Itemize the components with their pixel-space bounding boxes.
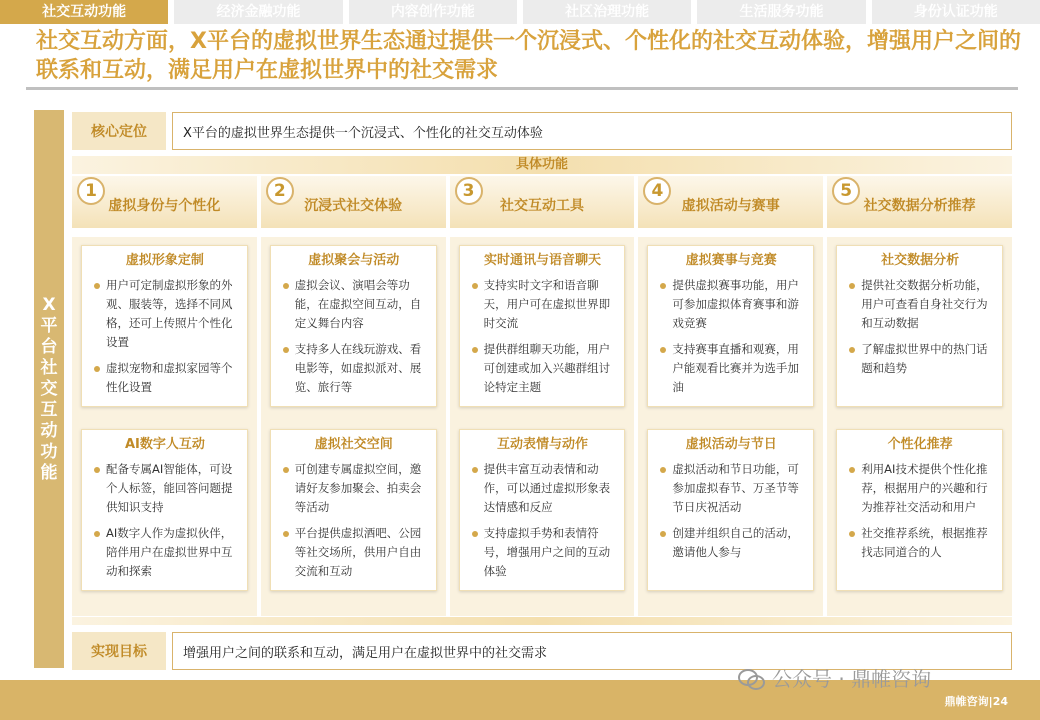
bullet-item: 配备专属AI智能体，可设个人标签，能回答问题提供知识支持 (92, 460, 238, 517)
side-label-text: X平台社交互动功能 (40, 294, 58, 483)
function-column (827, 176, 1012, 616)
card-list (92, 460, 238, 581)
card-title: 虚拟社交空间 (314, 437, 393, 452)
feature-card (647, 245, 814, 407)
watermark (738, 663, 931, 692)
column-title: 社交数据分析推荐 (863, 198, 976, 214)
card-list (658, 276, 804, 397)
bullet-item: 提供虚拟赛事功能，用户可参加虚拟体育赛事和游戏竞赛 (658, 276, 804, 333)
function-column (261, 176, 446, 616)
column-header (827, 176, 1012, 231)
tab-life[interactable]: 生活服务功能 (697, 0, 865, 24)
card-title: 实时通讯与语音聊天 (483, 253, 601, 268)
watermark-text: 公众号 · 鼎帷咨询 (772, 667, 932, 691)
card-title: 个性化推荐 (887, 437, 953, 452)
bullet-item: 社交推荐系统，根据推荐找志同道合的人 (847, 524, 993, 562)
column-title: 社交互动工具 (499, 198, 584, 214)
card-title: 虚拟活动与节日 (685, 437, 777, 452)
feature-card (836, 245, 1003, 407)
headline-divider (26, 87, 1018, 90)
card-list (92, 276, 238, 397)
number-badge: 2 (266, 177, 294, 205)
bullet-item: 了解虚拟世界中的热门话题和趋势 (847, 340, 993, 378)
number-badge: 1 (77, 177, 105, 205)
function-columns (72, 176, 1012, 616)
bullet-item: 虚拟会议、演唱会等功能，在虚拟空间互动，自定义舞台内容 (281, 276, 427, 333)
bullet-item: 支持虚拟手势和表情符号，增强用户之间的互动体验 (470, 524, 616, 581)
number-badge: 4 (643, 177, 671, 205)
side-vertical-label (34, 110, 64, 668)
column-body (450, 237, 635, 616)
card-list (470, 460, 616, 581)
card-list (658, 460, 804, 562)
column-title: 虚拟身份与个性化 (108, 198, 221, 214)
column-header (261, 176, 446, 231)
bullet-item: 提供社交数据分析功能，用户可查看自身社交行为和互动数据 (847, 276, 993, 333)
card-title: 社交数据分析 (881, 253, 960, 268)
core-label: 核心定位 (72, 112, 166, 150)
bottom-band (72, 617, 1012, 625)
column-body (638, 237, 823, 616)
tab-content[interactable]: 内容创作功能 (349, 0, 517, 24)
tab-economy[interactable]: 经济金融功能 (174, 0, 342, 24)
goal-label: 实现目标 (72, 632, 166, 670)
bullet-item: AI数字人作为虚拟伙伴，陪伴用户在虚拟世界中互动和探索 (92, 524, 238, 581)
card-list (281, 460, 427, 581)
column-title: 虚拟活动与赛事 (681, 198, 780, 214)
goal-value: 增强用户之间的联系和互动，满足用户在虚拟世界中的社交需求 (172, 632, 1012, 670)
card-list (470, 276, 616, 397)
card-list (281, 276, 427, 397)
function-column (638, 176, 823, 616)
number-badge: 3 (455, 177, 483, 205)
card-title: AI数字人互动 (124, 437, 205, 452)
wechat-icon (738, 667, 764, 689)
bullet-item: 提供群组聊天功能，用户可创建或加入兴趣群组讨论特定主题 (470, 340, 616, 397)
column-header (638, 176, 823, 231)
card-title: 虚拟形象定制 (125, 253, 204, 268)
page-headline: 社交互动方面，X平台的虚拟世界生态通过提供一个沉浸式、个性化的社交互动体验，增强用户之间的联系和互动，满足用户在虚拟世界中的社交需求 (36, 29, 1021, 83)
bullet-item: 平台提供虚拟酒吧、公园等社交场所，供用户自由交流和互动 (281, 524, 427, 581)
column-body (261, 237, 446, 616)
tab-social[interactable]: 社交互动功能 (0, 0, 168, 24)
bullet-item: 可创建专属虚拟空间，邀请好友参加聚会、拍卖会等活动 (281, 460, 427, 517)
card-title: 互动表情与动作 (496, 437, 588, 452)
column-header (450, 176, 635, 231)
card-list (847, 460, 993, 562)
bullet-item: 支持实时文字和语音聊天，用户可在虚拟世界即时交流 (470, 276, 616, 333)
bullet-item: 利用AI技术提供个性化推荐，根据用户的兴趣和行为推荐社交活动和用户 (847, 460, 993, 517)
bullet-item: 提供丰富互动表情和动作，可以通过虚拟形象表达情感和反应 (470, 460, 616, 517)
card-title: 虚拟赛事与竞赛 (685, 253, 777, 268)
bullet-item: 创建并组织自己的活动，邀请他人参与 (658, 524, 804, 562)
card-title: 虚拟聚会与活动 (308, 253, 400, 268)
bullet-item: 支持赛事直播和观赛，用户能观看比赛并为选手加油 (658, 340, 804, 397)
feature-card (81, 245, 248, 407)
feature-card (836, 429, 1003, 591)
column-title: 沉浸式社交体验 (304, 198, 403, 214)
top-tab-bar (0, 0, 1040, 24)
column-body (72, 237, 257, 616)
feature-card (270, 429, 437, 591)
bullet-item: 用户可定制虚拟形象的外观、服装等，选择不同风格，还可上传照片个性化设置 (92, 276, 238, 352)
feature-card (459, 429, 626, 591)
tab-identity[interactable]: 身份认证功能 (872, 0, 1040, 24)
column-body (827, 237, 1012, 616)
function-column (72, 176, 257, 616)
bullet-item: 虚拟活动和节日功能，可参加虚拟春节、万圣节等节日庆祝活动 (658, 460, 804, 517)
specific-functions-band: 具体功能 (72, 156, 1012, 174)
feature-card (81, 429, 248, 591)
function-column (450, 176, 635, 616)
footer-brand: 鼎帷咨询|24 (944, 695, 1008, 708)
core-value: X平台的虚拟世界生态提供一个沉浸式、个性化的社交互动体验 (172, 112, 1012, 150)
feature-card (647, 429, 814, 591)
tab-community[interactable]: 社区治理功能 (523, 0, 691, 24)
bullet-item: 支持多人在线玩游戏、看电影等，如虚拟派对、展览、旅行等 (281, 340, 427, 397)
feature-card (270, 245, 437, 407)
bullet-item: 虚拟宠物和虚拟家园等个性化设置 (92, 359, 238, 397)
column-header (72, 176, 257, 231)
feature-card (459, 245, 626, 407)
card-list (847, 276, 993, 378)
number-badge: 5 (832, 177, 860, 205)
